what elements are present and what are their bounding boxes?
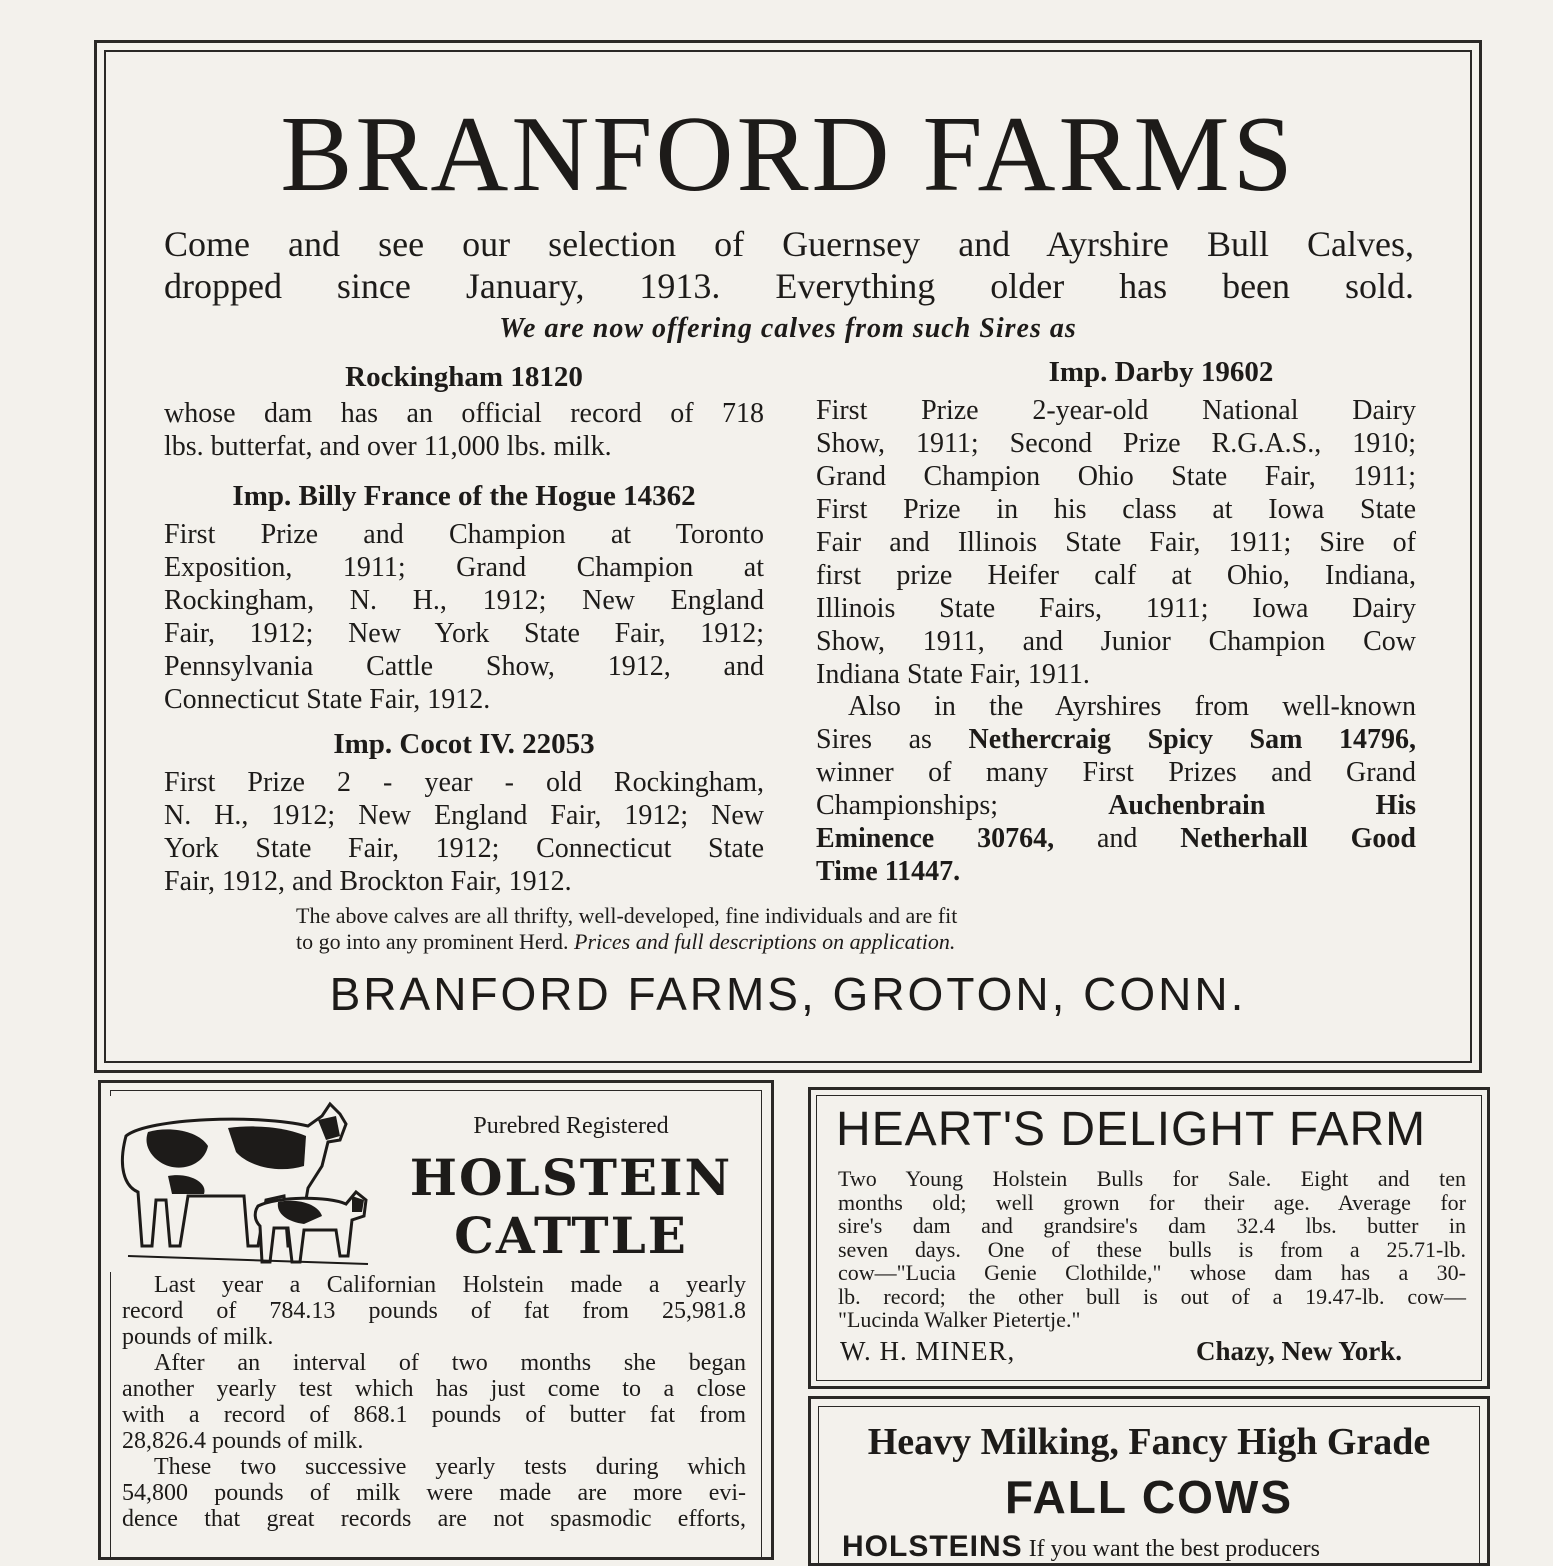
sire-name-bold: Auchenbrain His (1108, 790, 1416, 821)
fall-cows-subline (842, 1530, 1320, 1564)
note-line-2 (296, 929, 1296, 955)
hearts-delight-line: Two Young Holstein Bulls for Sale. Eight and ten (838, 1166, 1466, 1191)
sire-darby (816, 352, 1416, 691)
holstein-line: another yearly test which has just come to a close (122, 1376, 746, 1402)
branford-address: BRANFORD FARMS, GROTON, CONN. (329, 968, 1247, 1020)
holstein-line: 28,826.4 pounds of milk. (122, 1428, 364, 1454)
holstein-line: After an interval of two months she began (154, 1350, 746, 1376)
ayrshire-line: winner of many First Prizes and Grand (816, 757, 1416, 788)
fall-cows-headline: Heavy Milking, Fancy High Grade (867, 1421, 1431, 1463)
note-text: to go into any prominent Herd. (296, 929, 575, 954)
hearts-delight-text (838, 1167, 1466, 1332)
ayrshire-line (816, 855, 1416, 888)
sire-line: Show, 1911; Second Prize R.G.A.S., 1910; (816, 428, 1416, 459)
sire-line: Grand Champion Ohio State Fair, 1911; (816, 461, 1416, 492)
sire-name-bold: Netherhall Good (1180, 823, 1416, 854)
holstein-title: HOLSTEIN (409, 1148, 733, 1207)
sire-description (164, 766, 764, 898)
sire-line: whose dam has an official record of 718 (164, 398, 764, 429)
ayrshire-paragraph (816, 690, 1416, 888)
sire-line: Indiana State Fair, 1911. (816, 659, 1090, 690)
note-line-1: The above calves are all thrifty, well-developed, fine individuals and are fit (296, 903, 958, 928)
sire-line: Exposition, 1911; Grand Champion at (164, 552, 764, 583)
sire-line: N. H., 1912; New England Fair, 1912; New (164, 800, 764, 831)
note-italic-text: Prices and full descriptions on application. (574, 929, 956, 954)
ayrshire-line (816, 822, 1416, 855)
branford-intro-line-2: dropped since January, 1913. Everything older has been sold. (164, 266, 1414, 306)
ayrshire-line (816, 723, 1416, 756)
fall-cows-breed: HOLSTEINS (842, 1530, 1023, 1563)
hearts-delight-line: sire's dam and grandsire's dam 32.4 lbs. butter in (838, 1213, 1466, 1238)
ayrshire-line (816, 789, 1416, 822)
holstein-line: with a record of 868.1 pounds of butter fat from (122, 1402, 746, 1428)
hearts-delight-owner: W. H. MINER, (840, 1336, 1016, 1366)
holstein-line: dence that great records are not spasmodic efforts, (122, 1506, 746, 1532)
sire-name: Rockingham 18120 (345, 361, 583, 393)
ayrshire-text: Championships; (816, 790, 1109, 821)
holstein-line: These two successive yearly tests during which (154, 1454, 746, 1480)
sire-line: Rockingham, N. H., 1912; New England (164, 585, 764, 616)
fall-cows-text: If you want the best producers (1022, 1536, 1320, 1562)
sire-line: First Prize 2 - year - old Rockingham, (164, 767, 764, 798)
sire-line: Fair, 1912; New York State Fair, 1912; (164, 618, 764, 649)
holstein-subtitle: Purebred Registered (473, 1113, 669, 1139)
sire-description (164, 397, 764, 463)
sire-name: Imp. Darby 19602 (1048, 356, 1274, 388)
hearts-delight-line: lb. record; the other bull is out of a 19.47-lb. cow— (838, 1283, 1466, 1309)
offering-heading: We are now offering calves from such Sires as (499, 313, 1077, 344)
sire-name-bold: Time 11447. (816, 856, 961, 887)
sire-description (164, 518, 764, 716)
holstein-text (122, 1272, 746, 1532)
sire-rockingham (164, 357, 764, 463)
branford-title: BRANFORD FARMS (280, 95, 1296, 214)
sire-cocot (164, 724, 764, 898)
sire-line: Fair, 1912, and Brockton Fair, 1912. (164, 866, 572, 897)
ayrshire-line: Also in the Ayrshires from well-known (848, 691, 1416, 722)
sire-line: Fair and Illinois State Fair, 1911; Sire of (816, 527, 1416, 558)
fall-cows-title: FALL COWS (1004, 1471, 1294, 1523)
sire-name: Imp. Cocot IV. 22053 (333, 728, 595, 760)
ayrshire-text: and (1054, 823, 1181, 854)
sire-line: first prize Heifer calf at Ohio, Indiana, (816, 560, 1416, 591)
sire-line: First Prize 2-year-old National Dairy (816, 395, 1416, 426)
sire-line: Illinois State Fairs, 1911; Iowa Dairy (816, 593, 1416, 624)
holstein-line: record of 784.13 pounds of fat from 25,981.8 (122, 1298, 746, 1324)
branford-intro-line-1: Come and see our selection of Guernsey and Ayrshire Bull Calves, (164, 224, 1414, 264)
sire-line: York State Fair, 1912; Connecticut State (164, 833, 764, 864)
hearts-delight-line: "Lucinda Walker Pietertje." (838, 1307, 1081, 1332)
hearts-delight-title: HEART'S DELIGHT FARM (836, 1103, 1427, 1156)
holstein-line: pounds of milk. (122, 1324, 274, 1350)
sire-line: Show, 1911, and Junior Champion Cow (816, 626, 1416, 657)
holstein-line: 54,800 pounds of milk were made are more evi- (122, 1480, 746, 1506)
sire-line: First Prize and Champion at Toronto (164, 519, 764, 550)
sire-name-bold: Eminence 30764, (816, 823, 1055, 854)
sire-name-bold: Nethercraig Spicy Sam 14796, (968, 724, 1416, 755)
holstein-line: Last year a Californian Holstein made a yearly (154, 1272, 746, 1298)
sire-description (816, 394, 1416, 691)
sire-name: Imp. Billy France of the Hogue 14362 (232, 480, 696, 512)
sire-billy-france (164, 476, 764, 716)
sire-line: lbs. butterfat, and over 11,000 lbs. milk. (164, 431, 612, 462)
hearts-delight-line: seven days. One of these bulls is from a 25.71-lb. (838, 1236, 1466, 1262)
cow-and-calf-icon (108, 1096, 378, 1272)
holstein-title-line-2: CATTLE (454, 1206, 688, 1265)
sire-line: Pennsylvania Cattle Show, 1912, and (164, 651, 764, 682)
sire-line: First Prize in his class at Iowa State (816, 494, 1416, 525)
ayrshire-text: Sires as (816, 724, 969, 755)
hearts-delight-line: cow—"Lucia Genie Clothilde," whose dam has a 30- (838, 1260, 1466, 1285)
sire-line: Connecticut State Fair, 1912. (164, 684, 491, 715)
hearts-delight-location: Chazy, New York. (1196, 1336, 1402, 1366)
hearts-delight-line: months old; well grown for their age. Average for (838, 1189, 1466, 1215)
